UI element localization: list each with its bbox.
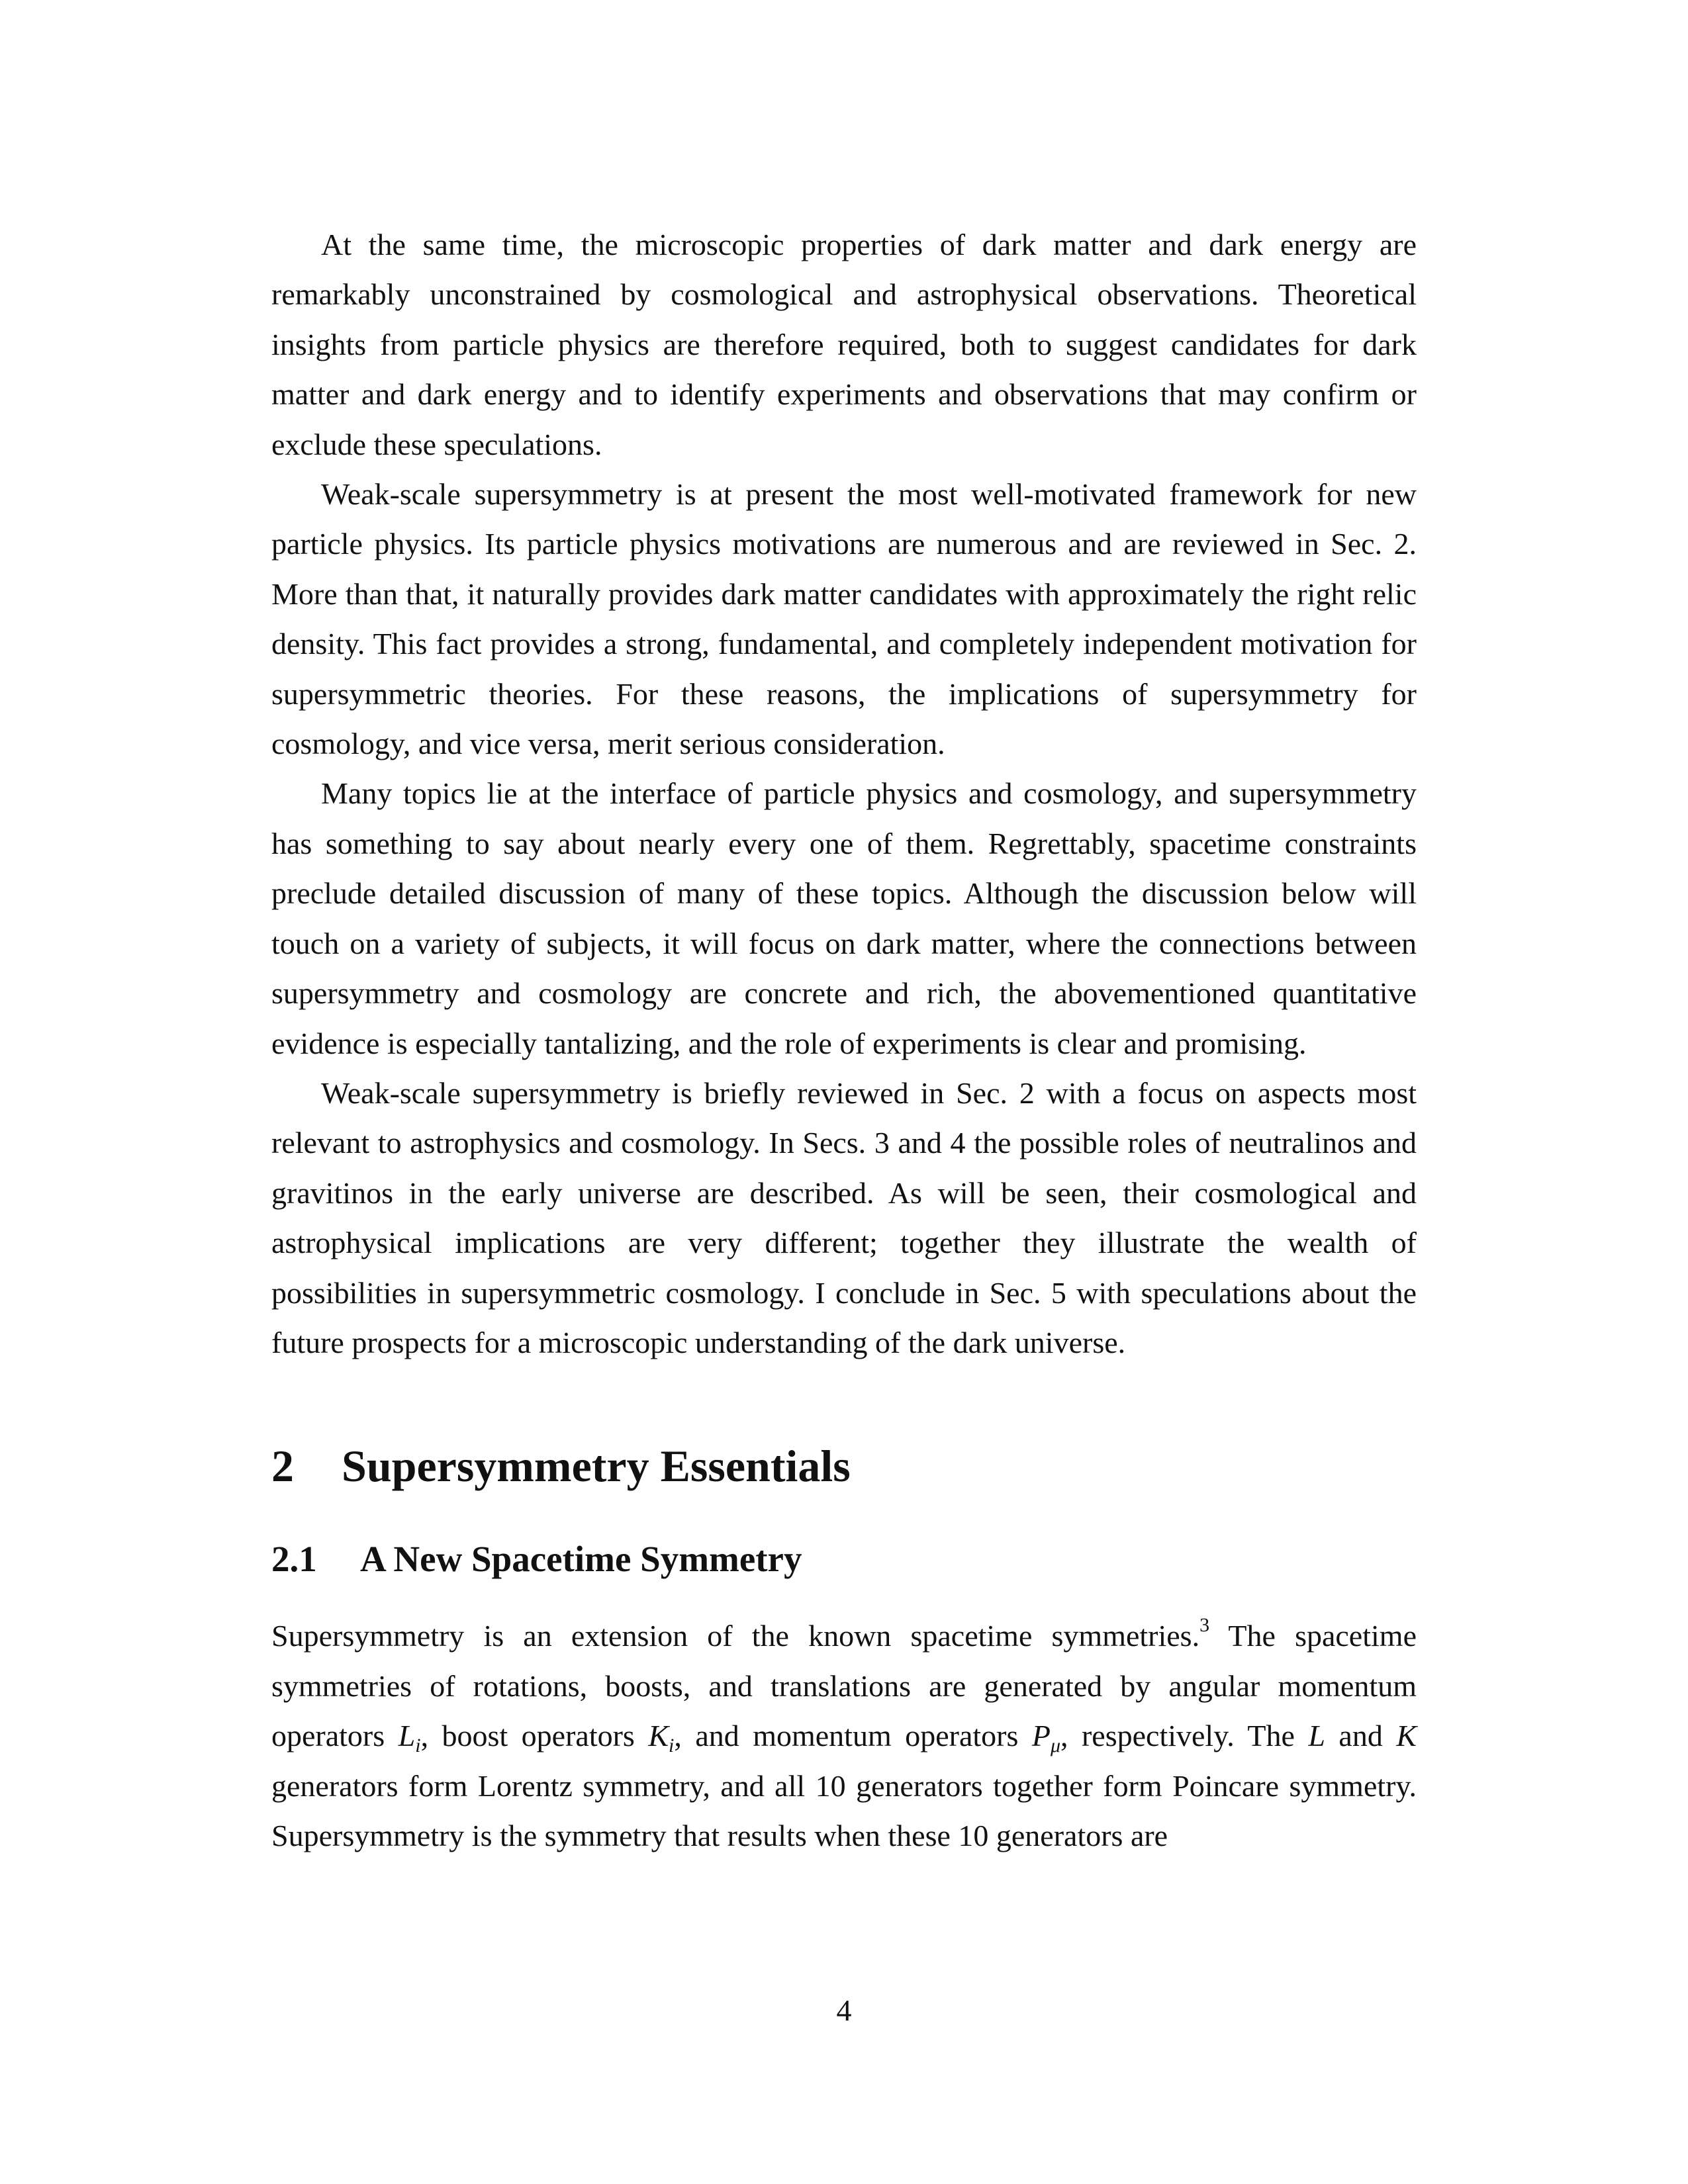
math-P: P — [1031, 1719, 1051, 1753]
text-span: , boost operators — [420, 1719, 649, 1753]
math-L: L — [1308, 1719, 1325, 1753]
subsection-heading — [271, 1533, 1417, 1586]
subsection-title: A New Spacetime Symmetry — [360, 1539, 802, 1580]
math-K: K — [648, 1719, 669, 1753]
math-sub-i: i — [415, 1735, 421, 1757]
math-L: L — [398, 1719, 416, 1753]
body-paragraph-4: Weak-scale supersymmetry is briefly reviewed in Sec. 2 with a focus on aspects most relevant to astrophysics and cosmology. In Secs. 3 and 4 the possible roles of neutralinos and gravitinos in the early universe are described. As will be seen, their cosmological and astrophysical implications are very different; together they illustrate the wealth of possibilities in supersymmetric cosmology. I conclude in Sec. 5 with speculations about the future prospects for a microscopic understanding of the dark universe. — [271, 1075, 1417, 1359]
footnote-ref: 3 — [1199, 1614, 1210, 1637]
body-paragraph-1: At the same time, the microscopic properties of dark matter and dark energy are remarkably unconstrained by cosmological and astrophysical observations. Theoretical insights from particle physics are therefore required, both to suggest candidates for dark matter and dark energy and to identify experiments and observations that may confirm or exclude these speculations. — [271, 228, 1417, 461]
section-title: Supersymmetry Essentials — [342, 1441, 851, 1492]
text-span: Supersymmetry is an extension of the known spacetime symmetries. — [271, 1619, 1200, 1653]
section-number: 2 — [271, 1441, 294, 1492]
text-span: generators form Lorentz symmetry, and all 10 generators together form Poincare symmetry. Supersymmetry is the symmetry that results when these 10 generators are — [271, 1768, 1417, 1852]
math-sub-mu: μ — [1050, 1735, 1061, 1757]
page-body — [271, 220, 1417, 1860]
body-paragraph-3: Many topics lie at the interface of particle physics and cosmology, and supersymmetry has something to say about nearly every one of them. Regrettably, spacetime constraints preclude detailed discussion of many of these topics. Although the discussion below will touch on a variety of subjects, it will focus on dark matter, where the connections between supersymmetry and cosmology are concrete and rich, the abovementioned quantitative evidence is especially tantalizing, and the role of experiments is clear and promising. — [271, 776, 1417, 1060]
text-span: The spacetime symmetries of rotations, boosts, and translations are generated by angular momentum operators — [271, 1619, 1417, 1753]
section-heading — [271, 1436, 1417, 1496]
math-K: K — [1396, 1719, 1417, 1753]
text-span: and — [1325, 1719, 1397, 1753]
page-number: 4 — [836, 1993, 852, 2027]
text-span: , and momentum operators — [674, 1719, 1032, 1753]
subsection-number: 2.1 — [271, 1539, 317, 1580]
body-paragraph-2: Weak-scale supersymmetry is at present the most well-motivated framework for new particle physics. Its particle physics motivations are numerous and are reviewed in Sec. 2. More than that, it naturally provides dark matter candidates with approximately the right relic density. This fact provides a strong, fundamental, and completely independent motivation for supersymmetric theories. For these reasons, the implications of supersymmetry for cosmology, and vice versa, merit serious consideration. — [271, 477, 1417, 761]
text-span: , respectively. The — [1060, 1719, 1309, 1753]
math-sub-i: i — [669, 1735, 675, 1757]
subsection-paragraph — [271, 1611, 1417, 1860]
